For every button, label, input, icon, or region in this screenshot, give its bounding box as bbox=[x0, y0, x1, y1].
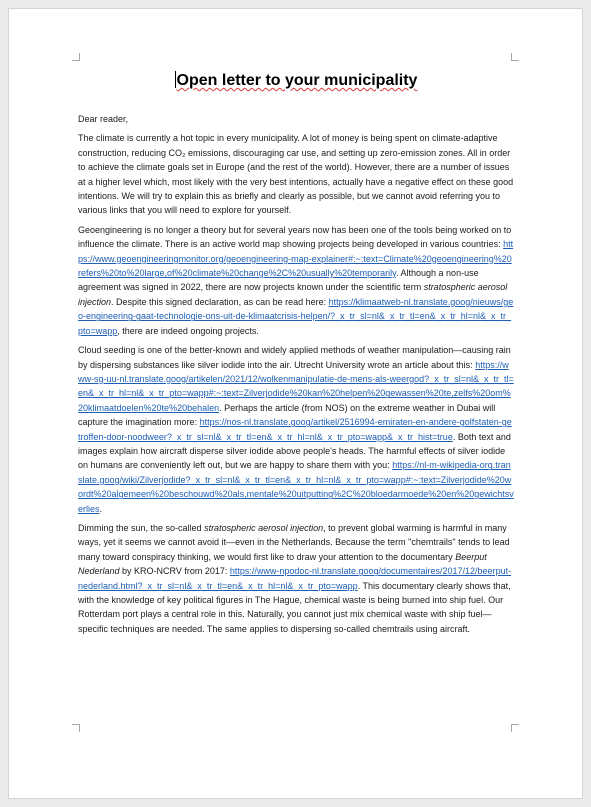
paragraph-geoengineering bbox=[78, 223, 514, 338]
text-cursor bbox=[175, 71, 176, 88]
text-span: . Both text and images explain how aircraft disperse silver iodide above people's heads. The harmful effects of silver iodide on humans are conveniently left out, but we are happy to share them with you: bbox=[78, 431, 511, 471]
document-title[interactable] bbox=[78, 71, 514, 91]
text-span: . Although a non-use agreement was signed in 2022, there are now projects known under the scientific term bbox=[78, 268, 479, 293]
paragraph-intro: The climate is currently a hot topic in every municipality. A lot of money is being spent on climate-adaptive construction, reducing CO₂ emissions, discouraging car use, and setting up zero-emission zones. All in order to achieve the climate goals set in Europe (and the rest of the world). However, there are a number of issues at a higher level which, most likely with the very best intentions, actually have a negative effect on these good intentions. We will try to explain this as briefly and clearly as possible, but we cannot avoid referring you to various links that you will need to explore for yourself. bbox=[78, 133, 514, 216]
crop-mark-bottom-left bbox=[72, 724, 80, 732]
document-body[interactable] bbox=[78, 61, 514, 641]
emphasis: stratospheric aerosol injection bbox=[204, 522, 324, 533]
text-span: Geoengineering is no longer a theory but for several years now has been one of the tools being worked on to influence the climate. There is an active world map showing projects being developed in various countries: bbox=[78, 224, 512, 250]
text-span: , to prevent global warming is harmful in many ways, yet it seems we cannot avoid it—even in the Netherlands. Because the term "chemtrails" tends to lead many toward conspiracy thinking, we would first like to draw your attention to the documentary bbox=[78, 522, 510, 562]
text-span: Cloud seeding is one of the better-known and widely applied methods of weather manipulation—causing rain by dispersing substances like silver iodide into the air. Utrecht University wrote an article about this: bbox=[78, 345, 511, 370]
link-nos-article[interactable]: https://nos-nl.translate.goog/artikel/2516994-emiraten-en-andere-golfstaten-getroffen-door-noodweer?_x_tr_sl=nl&_x_tr_tl=en&_x_tr_hl=nl&_x_tr_pto=wapp&_x_tr_hist=true bbox=[78, 417, 512, 442]
link-geoengineering-map[interactable]: https://www.geoengineeringmonitor.org/geoengineering-map-explainer#:~:text=Climate%20geoengineering%20refers%20to%20large,of%20climate%20change%2C%20usually%20temporarily bbox=[78, 239, 514, 279]
crop-mark-top-left bbox=[72, 53, 80, 61]
title-text: Open letter to your municipality bbox=[176, 72, 418, 89]
link-wikipedia-silver-iodide[interactable]: https://nl-m-wikipedia-org.translate.goog/wiki/Zilverjodide?_x_tr_sl=nl&_x_tr_tl=en&_x_tr_hl=nl&_x_tr_pto=wapp#:~:text=Zilverjodide%20wordt%20algemeen%20beschouwd%20als,mentale%20uitputting%2C%20bloedarmoede%20en%20gewichtsverlies bbox=[78, 460, 514, 514]
link-uu-article[interactable]: https://www-sg-uu-nl.translate.goog/artikelen/2021/12/wolkenmanipulatie-de-mens-als-weergod?_x_tr_sl=nl&_x_tr_tl=en&_x_tr_hl=nl&_x_tr_pto=wapp#:~:text=Zilverjodide%20kan%20helpen%20gewassen%20te,zelfs%20om%20klimaatdoelen%20te%20behalen bbox=[78, 359, 514, 413]
link-npodoc[interactable]: https://www-npodoc-nl.translate.goog/documentaires/2017/12/beerput-nederland.html?_x_tr_sl=nl&_x_tr_tl=en&_x_tr_hl=nl&_x_tr_pto=wapp bbox=[78, 566, 512, 591]
paragraph-dimming-sun bbox=[78, 521, 514, 636]
text-span: by KRO-NCRV from 2017: bbox=[119, 566, 230, 577]
paragraph-cloud-seeding bbox=[78, 343, 514, 516]
emphasis: stratospheric aerosol injection bbox=[78, 282, 508, 307]
salutation: Dear reader, bbox=[78, 114, 129, 124]
crop-mark-top-right bbox=[511, 53, 519, 61]
text-span: . This documentary clearly shows that, with the knowledge of key political figures in The Hague, chemical waste is being burned into ship fuel. Our Rotterdam port plays a central role in this. Naturally, you cannot just mix chemical waste with ship fuel—specific techniques are needed. The same applies to dispersing so-called chemtrails using aircraft. bbox=[78, 580, 511, 634]
crop-mark-bottom-right bbox=[511, 724, 519, 732]
text-span: . Despite this signed declaration, as can be read here: bbox=[111, 296, 329, 307]
link-klimaatweb[interactable]: https://klimaatweb-nl.translate.goog/nieuws/geo-engineering-gaat-technologie-ons-uit-de-klimaatcrisis-helpen/?_x_tr_sl=nl&_x_tr_tl=en&_x_tr_hl=nl&_x_tr_pto=wapp bbox=[78, 296, 514, 336]
text-span: Dimming the sun, the so-called bbox=[78, 522, 205, 533]
text-span: . Perhaps the article (from NOS) on the extreme weather in Dubai will capture the imagination more: bbox=[78, 402, 496, 428]
text-span: . bbox=[99, 503, 103, 514]
emphasis: Beerput Nederland bbox=[78, 551, 487, 577]
text-span: , there are indeed ongoing projects. bbox=[117, 325, 259, 336]
document-page[interactable] bbox=[9, 9, 582, 798]
